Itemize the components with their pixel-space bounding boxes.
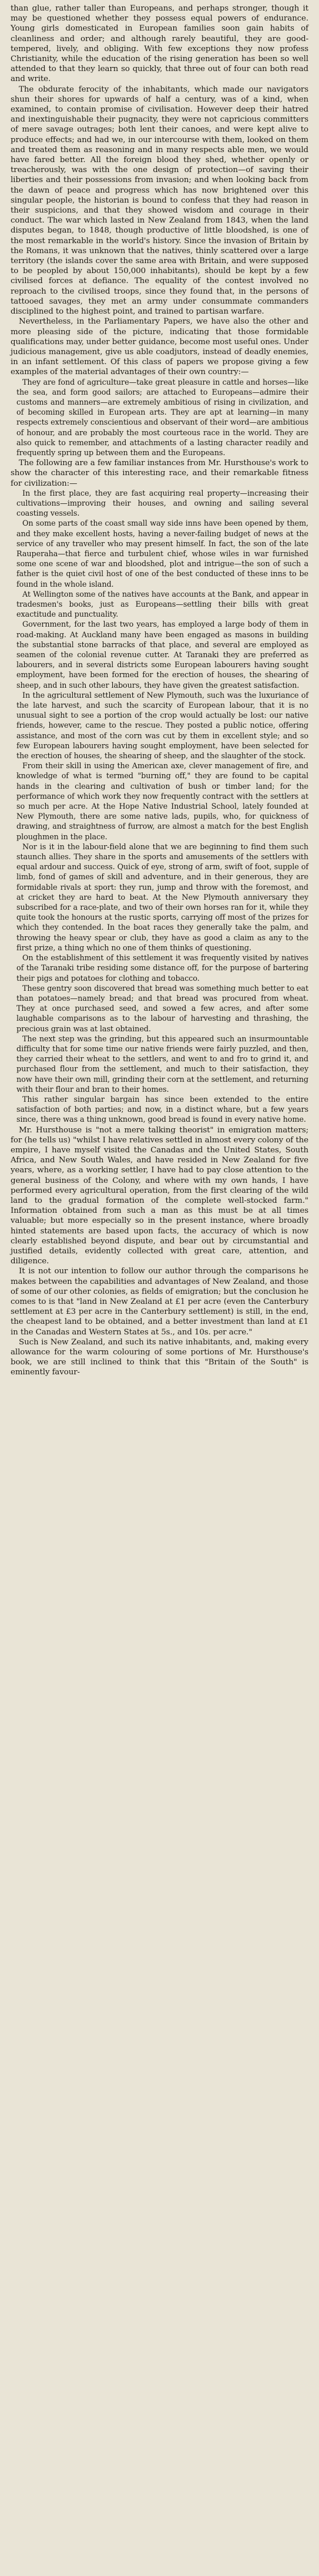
quoted-paragraph: In the first place, they are fast acquiring real property—increasing their cultivations—improving their houses, and owning and sailing several coasting vessels. [16,489,308,519]
quoted-paragraph: This rather singular bargain has since been extended to the entire satisfaction of both parties; and now, in a distinct whare, but a few years since, there was a thing unknown, good bread is found in every native home. [16,1095,308,1125]
quoted-paragraph: These gentry soon discovered that bread was something much better to eat than potatoes—namely bread; and that bread was procured from wheat. They at once purchased seed, and sowed a few acres, and after some laughable comparisons as to the labour of harvesting and thrashing, the precious grain was at last obtained. [16,984,308,1034]
paragraph: Mr. Hursthouse is "not a mere talking theorist" in emigration matters; for (he tells us) "whilst I have relatives settled in almost every colony of the empire, I have myself visited the Canadas and the United States, South Africa, and New South Wales, and have resided in New Zealand for five years, where, as a working settler, I have had to pay close attention to the general business of the Colony, and where with my own hands, I have performed every agricultural operation, from the first clearing of the wild land to the gradual formation of the complete well-stocked farm." Information obtained from such a man as this must be at all times valuable; but more especially so in the present instance, where broadly hinted statements are based upon facts, the accuracy of which is now clearly established beyond dispute, and bear out by circumstantial and justified details, evidently collected with great care, attention, and diligence. [11,1125,308,1266]
article-column [11,4,308,1378]
paragraph: Such is New Zealand, and such its native inhabitants, and, making every allowance for the warm colouring of some portions of Mr. Hursthouse's book, we are still inclined to think that this "Britain of the South" is eminently favour- [11,1337,308,1377]
paragraph: The obdurate ferocity of the inhabitants, which made our navigators shun their shores for upwards of half a century, was of a kind, when examined, to contain promise of civilisation. However deep their hatred and inextinguishable their pugnacity, they were not capricious committers of mere savage outrages; both lent their canoes, and were kept alive to produce effects; and had we, in our intercourse with them, looked on them and treated them as reasoning and in many respects able men, we would have fared better. All the foreign blood they shed, whether openly or treacherously, was with the one design of protection—of saving their liberties and their possessions from invasion; and when looking back from the dawn of peace and progress which has now brightened over this singular people, the historian is bound to confess that they had reason in their suspicions, and that they showed wisdom and courage in their conduct. The war which lasted in New Zealand from 1843, when the land disputes began, to 1848, though productive of little bloodshed, is one of the most remarkable in the world's history. Since the invasion of Britain by the Romans, it was unknown that the natives, thinly scattered over a large territory (the islands cover the same area with Britain, and were supposed to be peopled by about 150,000 inhabitants), should be kept by a few civilised forces at defiance. The equality of the contest involved no reproach to the civilised troops, since they found that, in the persons of tattooed savages, they met an army under consummate commanders disciplined to the highest point, and trained to partisan warfare. [11,85,308,317]
quoted-paragraph: In the agricultural settlement of New Plymouth, such was the luxuriance of the late harvest, and such the scarcity of European labour, that it is no unusual sight to see a portion of the crop would actually be lost: our native friends, however, came to the rescue. They posted a public notice, offering assistance, and most of the corn was cut by them in excellent style; and so few European labourers having sought employment, have been selected for the erection of houses, the shearing of sheep, and the slaughter of the stock. [16,691,308,761]
quoted-paragraph: Government, for the last two years, has employed a large body of them in road-making. At Auckland many have been engaged as masons in building the substantial stone barracks of that place, and several are employed as seamen of the colonial revenue cutter. At Taranaki they are preferred as labourers, and in several districts some European labourers having sought employment, have been formed for the erection of houses, the shearing of sheep, and in such other labours, they have given the greatest satisfaction. [16,620,308,690]
quoted-paragraph: The next step was the grinding, but this appeared such an insurmountable difficulty that for some time our native friends were fairly puzzled, and then, they carried their wheat to the settlers, and went to and fro to grind it, and purchased flour from the settlement, and much to their satisfaction, they now have their own mill, grinding their corn at the settlement, and returning with their flour and bran to their homes. [16,1034,308,1094]
quoted-paragraph: They are fond of agriculture—take great pleasure in cattle and horses—like the sea, and form good sailors; are attached to Europeans—admire their customs and manners—are extremely ambitious of rising in civilization, and of becoming skilled in European arts. They are apt at learning—in many respects extremely conscientious and observant of their word—are ambitious of honour, and are probably the most courteous race in the world. They are also quick to remember, and attachments of a lasting character readily and frequently spring up between them and the Europeans. [16,378,308,458]
paragraph: The following are a few familiar instances from Mr. Hursthouse's work to show the character of this interesting race, and their remarkable fitness for civilization:— [11,459,308,488]
quoted-paragraph: At Wellington some of the natives have accounts at the Bank, and appear in tradesmen's books, just as Europeans—settling their bills with great exactitude and punctuality. [16,590,308,620]
quoted-paragraph: On the establishment of this settlement it was frequently visited by natives of the Taranaki tribe residing some distance off, for the purpose of bartering their pigs and potatoes for clothing and tobacco. [16,954,308,983]
quoted-paragraph: Nor is it in the labour-field alone that we are beginning to find them such staunch allies. They share in the sports and amusements of the settlers with equal ardour and success. Quick of eye, strong of arm, swift of foot, supple of limb, fond of games of skill and adventure, and in their generous, they are formidable rivals at sport: they run, jump and throw with the foremost, and at cricket they are hard to beat. At the New Plymouth anniversary they subscribed for a race-plate, and two of their own horses ran for it, while they quite took the honours at the rustic sports, carrying off most of the prizes for which they contended. In the boat races they generally take the palm, and throwing the heavy spear or club, they have as good a claim as any to the first prize, a thing which no one of them thinks of questioning. [16,842,308,953]
quoted-paragraph: On some parts of the coast small way side inns have been opened by them, and they make excellent hosts, having a never-failing budget of news at the service of any traveller who may present himself. In fact, the son of the late Rauperaha—that fierce and turbulent chief, whose wiles in war furnished some one scene of war and bloodshed, plot and intrigue—the son of such a father is the quiet civil host of one of the best conducted of these inns to be found in the whole island. [16,519,308,589]
paragraph: Nevertheless, in the Parliamentary Papers, we have also the other and more pleasing side of the picture, indicating that those formidable qualifications may, under better guidance, become most useful ones. Under judicious management, give us able coadjutors, instead of deadly enemies, in an infant settlement. Of this class of papers we propose giving a few examples of the material advantages of their own country:— [11,317,309,377]
paragraph: than glue, rather taller than Europeans, and perhaps stronger, though it may be questioned whether they possess equal powers of endurance. Young girls domesticated in European families soon gain habits of cleanliness and order; and although rarely beautiful, they are good-tempered, lively, and obliging. With few exceptions they now profess Christianity, while the education of the rising generation has been so well attended to that they learn so quickly, that three out of four can both read and write. [11,4,308,84]
quoted-paragraph: From their skill in using the American axe, clever management of fire, and knowledge of what is termed "burning off," they are found to be capital hands in the clearing and cultivation of bush or timber land; for the performance of which work they now frequently contract with the settlers at so much per acre. At the Hope Native Industrial School, lately founded at New Plymouth, there are some native lads, pupils, who, for quickness of drawing, and straightness of furrow, are almost a match for the best English ploughmen in the place. [16,762,308,842]
paragraph: It is not our intention to follow our author through the comparisons he makes between the capabilities and advantages of New Zealand, and those of some of our other colonies, as fields of emigration; but the conclusion he comes to is that "land in New Zealand at £1 per acre (even the Canterbury settlement at £3 per acre in the Canterbury settlement) is still, in the end, the cheapest land to be obtained, and a better investment than land at £1 in the Canadas and Western States at 5s., and 10s. per acre." [11,1267,308,1337]
